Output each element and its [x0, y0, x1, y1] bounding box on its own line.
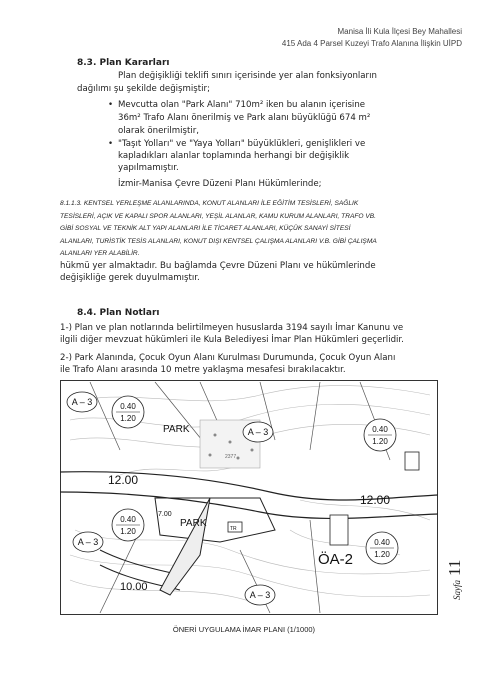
zone-label-4: A – 3	[249, 590, 271, 600]
section-title-plan-notes: 8.4. Plan Notları	[77, 308, 160, 318]
ratio-top-4: 0.40	[374, 538, 390, 547]
header-line-1: Manisa İli Kula İlçesi Bey Mahallesi	[337, 27, 462, 36]
ratio-top-3: 0.40	[120, 515, 136, 524]
parcel-number: 2377	[225, 454, 237, 460]
ratio-top-1: 0.40	[120, 402, 136, 411]
note-1-line-2: ilgili diğer mevzuat hükümleri ile Kula Belediyesi İmar Plan Hükümleri geçerlidir.	[60, 335, 404, 345]
intro-line-1: Plan değişikliği teklifi sınırı içerisinde yer alan fonksiyonların	[118, 71, 377, 81]
ratio-bottom-4: 1.20	[374, 550, 390, 559]
bullet-dot-2: •	[108, 139, 114, 149]
after-quote-line-2: değişikliğe gerek duyulmamıştır.	[60, 273, 200, 283]
bullet-1-line-3: olarak önerilmiştir,	[118, 126, 199, 136]
quote-line-3: GİBİ SOSYAL VE TEKNİK ALT YAPI ALANLARI İLE TİCARET ALANLARI, KÜÇÜK SANAYİ SİTESİ	[60, 225, 351, 232]
map-caption: ÖNERİ UYGULAMA İMAR PLANI (1/1000)	[172, 625, 316, 634]
intro-line-2: dağılımı şu şekilde değişmiştir;	[77, 84, 210, 94]
setback-label: 7.00	[158, 511, 172, 518]
bullet-2-line-2: kapladıkları alanlar toplamında herhangi bir değişiklik	[118, 151, 350, 161]
quote-line-2: TESİSLERİ, AÇIK VE KAPALI SPOR ALANLARI, YEŞİL ALANLAR, KAMU KURUM ALANLARI, TRAFO VB.	[60, 213, 376, 220]
ratio-bottom-3: 1.20	[120, 527, 136, 536]
bullet-dot-1: •	[108, 100, 114, 110]
road-width-south: 10.00	[120, 581, 148, 593]
park-label-south: PARK	[180, 518, 207, 529]
zone-label-3: A – 3	[77, 537, 99, 547]
zone-label-2: A – 3	[247, 427, 269, 437]
quote-line-4: ALANLARI, TURİSTİK TESİS ALANLARI, KONUT DIŞI KENTSEL ÇALIŞMA ALANLARI V.B. GİBİ ÇALIŞMA	[60, 238, 377, 245]
bullet-2-line-1: "Taşıt Yolları" ve "Yaya Yolları" büyüklükleri, genişlikleri ve	[118, 139, 366, 149]
note-2-line-1: 2-) Park Alanında, Çocuk Oyun Alanı Kurulması Durumunda, Çocuk Oyun Alanı	[60, 353, 396, 363]
zone-label-1: A – 3	[71, 397, 93, 407]
note-2-line-2: ile Trafo Alanı arasında 10 metre yaklaşma mesafesi bırakılacaktır.	[60, 365, 346, 375]
bullet-1-line-2: 36m² Trafo Alanı önerilmiş ve Park alanı büyüklüğü 674 m²	[118, 113, 371, 123]
page-number-value: 11	[445, 559, 464, 576]
trafo-label: TR	[230, 526, 237, 532]
izmir-plan-intro: İzmir-Manisa Çevre Düzeni Planı Hükümlerinde;	[118, 179, 322, 189]
building-block	[330, 515, 348, 545]
ratio-bottom-2: 1.20	[372, 437, 388, 446]
bullet-1-line-1: Mevcutta olan "Park Alanı" 710m² iken bu alanın içerisine	[118, 100, 366, 110]
ratio-top-2: 0.40	[372, 425, 388, 434]
header-line-2: 415 Ada 4 Parsel Kuzeyi Trafo Alanına İlişkin UİPD	[281, 39, 462, 48]
note-1-line-1: 1-) Plan ve plan notlarında belirtilmeyen hususlarda 3194 sayılı İmar Kanunu ve	[60, 323, 404, 333]
document-header	[282, 26, 462, 50]
after-quote-line-1: hükmü yer almaktadır. Bu bağlamda Çevre Düzeni Planı ve hükümlerinde	[60, 261, 376, 271]
bullet-2-line-3: yapılmamıştır.	[118, 163, 179, 173]
building-block-east	[405, 452, 419, 470]
oa-zone-label: ÖA-2	[318, 551, 354, 568]
section-title-plan-decisions: 8.3. Plan Kararları	[77, 58, 170, 68]
ratio-bottom-1: 1.20	[120, 414, 136, 423]
park-label-north: PARK	[163, 424, 190, 435]
quote-line-1: 8.1.1.3. KENTSEL YERLEŞME ALANLARINDA, KONUT ALANLARI İLE EĞİTİM TESİSLERİ, SAĞLIK	[60, 200, 359, 207]
page-number	[445, 560, 465, 600]
road-width-west: 12.00	[108, 473, 139, 487]
page-label: Sayfa	[452, 580, 462, 600]
quote-line-5: ALANLARI YER ALABİLİR.	[60, 250, 140, 257]
road-width-east: 12.00	[360, 493, 391, 507]
zoning-plan-map	[60, 380, 438, 615]
